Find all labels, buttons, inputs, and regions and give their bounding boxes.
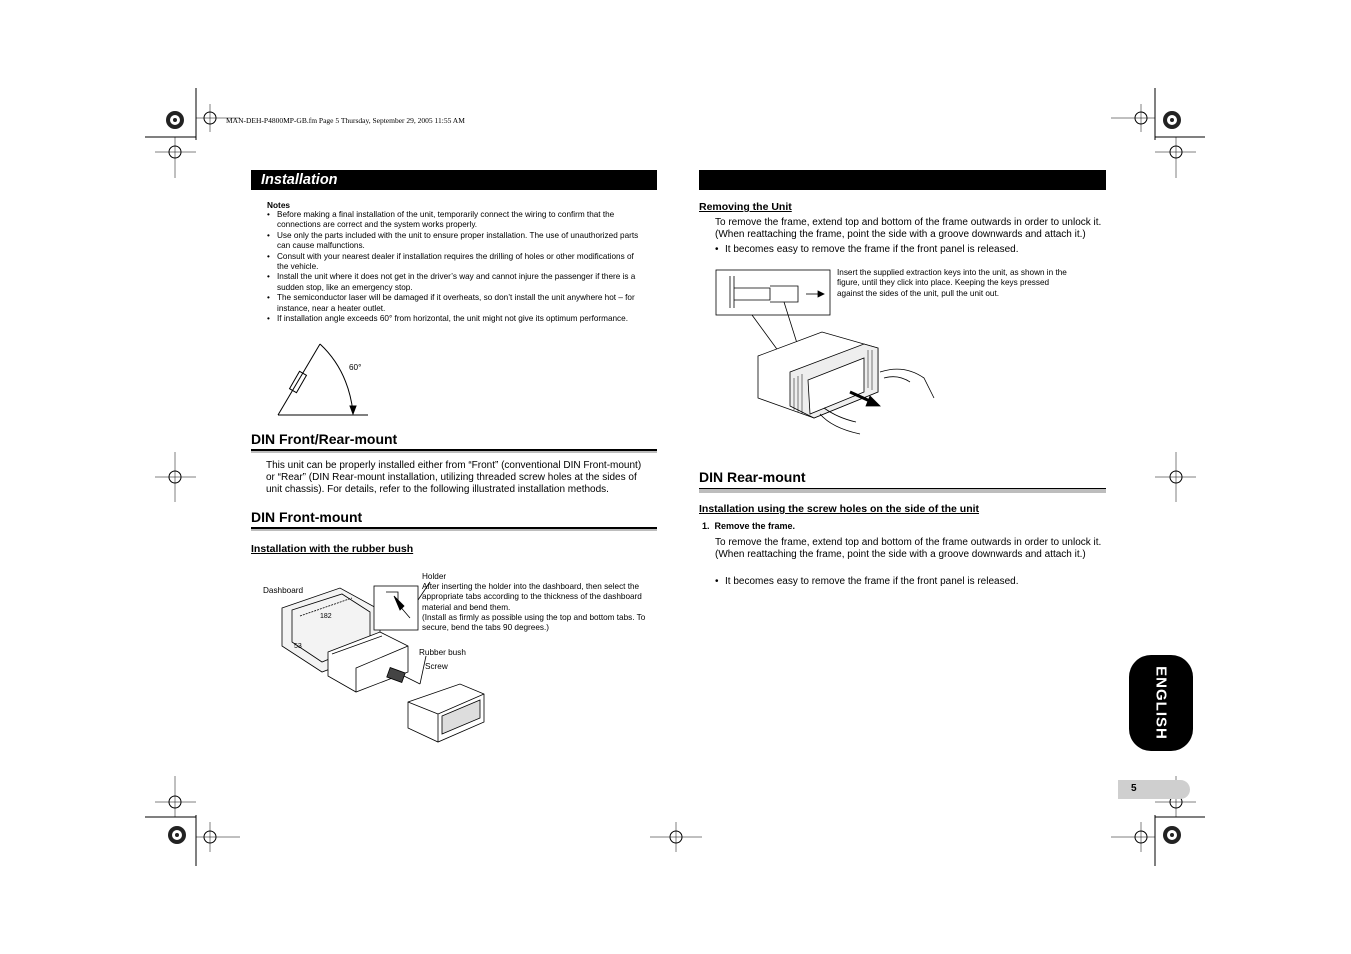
extraction-caption: Insert the supplied extraction keys into the unit, as shown in the figure, until they click into place. Keeping the keys pressed against the sides of the unit, pull the unit out. [837,268,1067,298]
angle-diagram [276,340,376,420]
removing-unit-heading: Removing the Unit [699,201,792,213]
din-rear-heading: DIN Rear-mount [699,469,806,485]
holder-note: (Install as firmly as possible using the top and bottom tabs. To secure, bend the tabs 90 degrees.) [422,613,646,633]
holder-description: After inserting the holder into the dashboard, then select the appropriate tabs according to the thickness of the dashboard material and bend them. [422,582,642,612]
step-1-bullet: • It becomes easy to remove the frame if the front panel is released. [715,576,1117,588]
step-1-label: 1. Remove the frame. [702,521,796,531]
page-number-pill [1118,780,1190,799]
note-item: • Install the unit where it does not get in the driver’s way and cannot injure the passenger if there is a sudden stop, like an emergency stop. [267,272,647,293]
din-front-rear-heading: DIN Front/Rear-mount [251,431,398,447]
language-tab-label: ENGLISH [1152,666,1170,740]
removing-unit-bullet: • It becomes easy to remove the frame if the front panel is released. [715,244,1117,256]
holder-label: Holder [422,572,447,581]
file-info-header: MAN-DEH-P4800MP-GB.fm Page 5 Thursday, September 29, 2005 11:55 AM [226,116,465,125]
step-1-text: To remove the frame, extend top and bottom of the frame outwards in order to unlock it. (When reattaching the frame, point the side with a groove downwards and attach it.) [715,537,1102,560]
language-tab [1129,655,1193,751]
heading-rule [699,488,1106,493]
dashboard-label: Dashboard [263,586,304,595]
section-title: Installation [261,172,338,188]
dim-width: 182 [320,613,332,620]
screw-label: Screw [425,662,448,671]
note-item: • The semiconductor laser will be damaged if it overheats, so don’t install the unit anywhere hot – for instance, near a heater outlet. [267,293,647,314]
heading-rule [251,527,657,531]
removing-unit-text: To remove the frame, extend top and bottom of the frame outwards in order to unlock it. (When reattaching the frame, point the side with a groove downwards and attach it.) [715,217,1102,240]
notes-list [267,210,647,324]
right-title-bar [699,170,1106,190]
dim-height: 53 [294,643,302,650]
page-number: 5 [1131,783,1137,794]
rubber-bush-heading: Installation with the rubber bush [251,543,414,555]
note-item: • If installation angle exceeds 60° from horizontal, the unit might not give its optimum performance. [267,314,647,324]
notes-title: Notes [267,200,291,210]
note-item: • Before making a final installation of the unit, temporarily connect the wiring to confirm that the connections are correct and the system works properly. [267,210,647,231]
screw-holes-heading: Installation using the screw holes on the side of the unit [699,503,980,515]
heading-rule [251,449,657,453]
note-item: • Consult with your nearest dealer if installation requires the drilling of holes or other modifications of the vehicle. [267,252,647,273]
note-item: • Use only the parts included with the unit to ensure proper installation. The use of unauthorized parts can cause malfunctions. [267,231,647,252]
installation-title-bar [251,170,657,190]
din-front-heading: DIN Front-mount [251,509,363,525]
din-front-rear-text: This unit can be properly installed either from “Front” (conventional DIN Front-mount) or “Rear” (DIN Rear-mount installation, utilizing threaded screw holes at the sides of unit chassis). For details, refer to the following illustrated installation methods. [266,460,642,495]
rubber-bush-label: Rubber bush [419,648,466,657]
angle-label: 60° [349,363,362,372]
